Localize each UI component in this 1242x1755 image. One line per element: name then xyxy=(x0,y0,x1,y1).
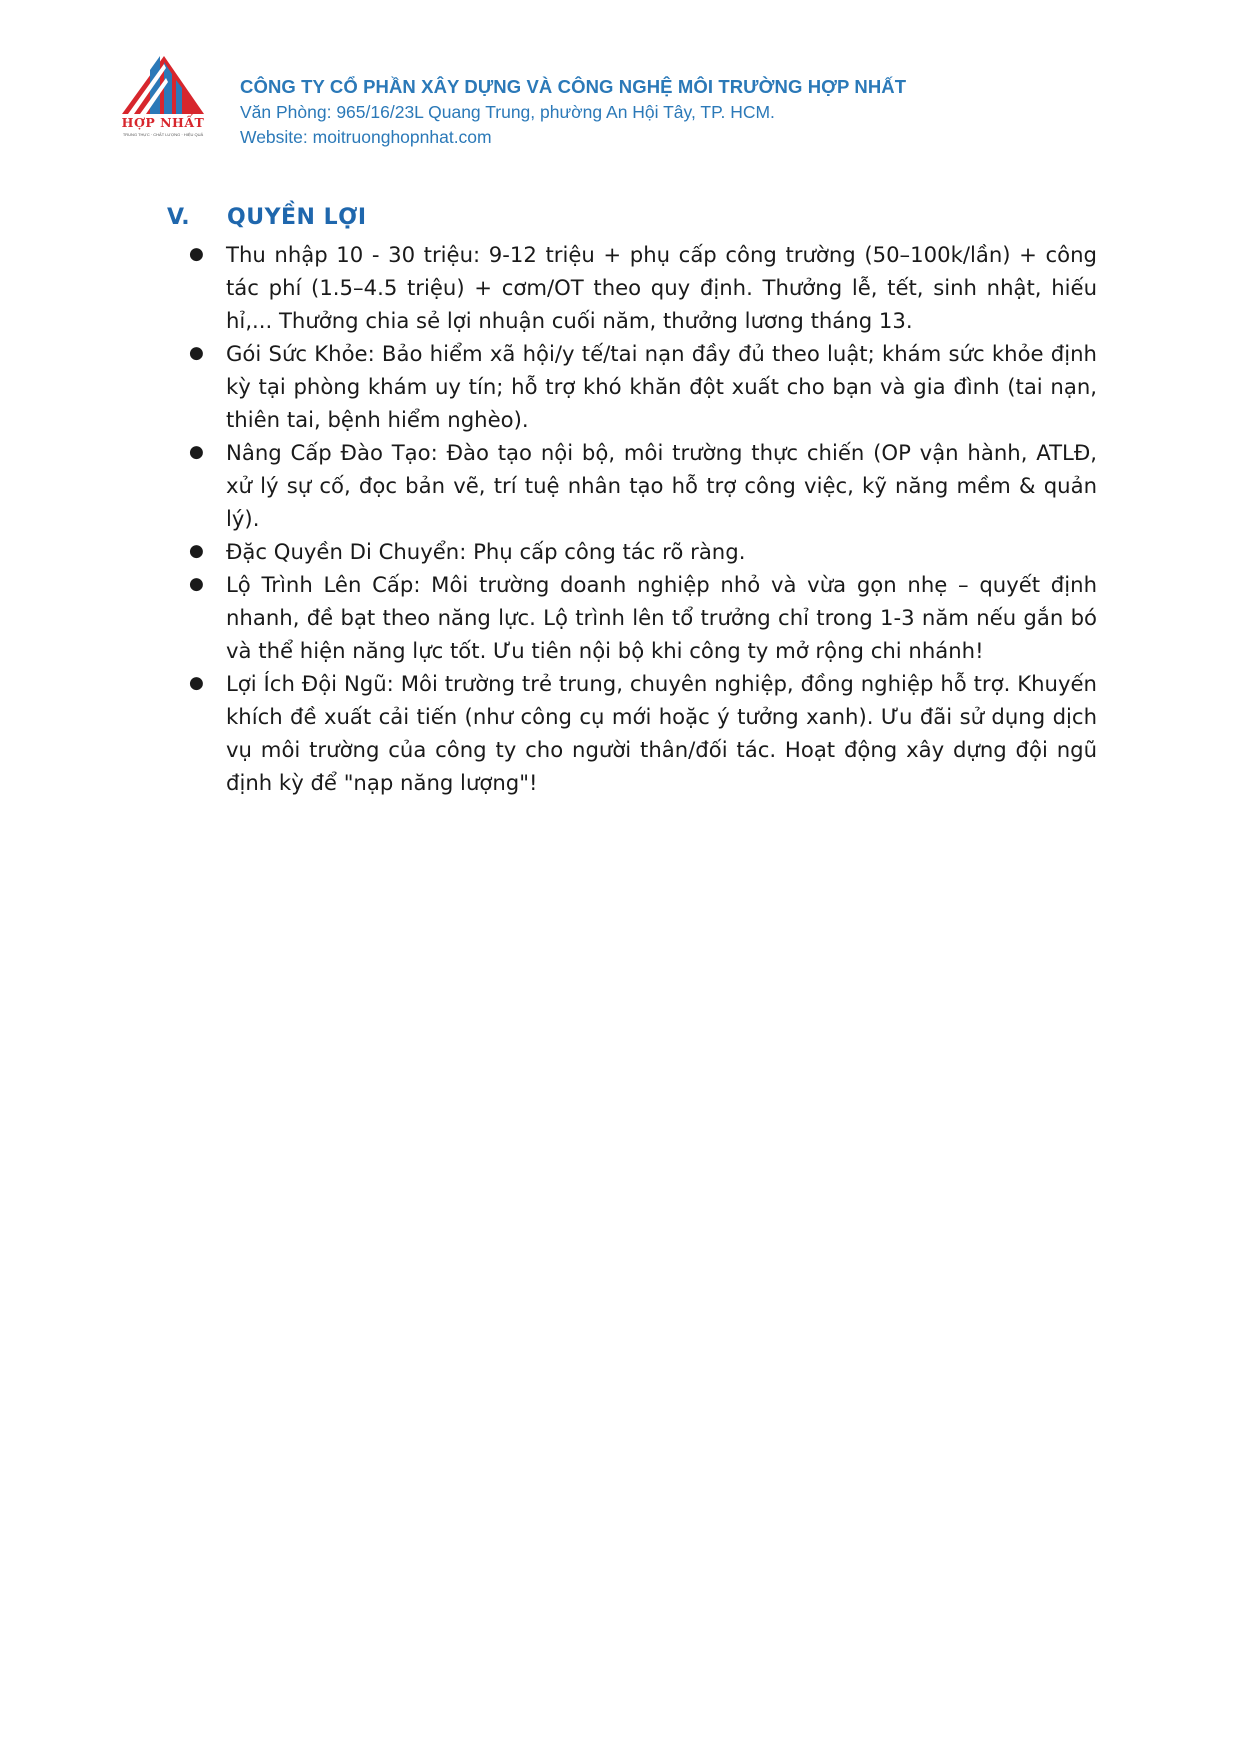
list-item-text: Gói Sức Khỏe: Bảo hiểm xã hội/y tế/tai nạn đầy đủ theo luật; khám sức khỏe định kỳ tại phòng khám uy tín; hỗ trợ khó khăn đột xuất cho bạn và gia đình (tai nạn, thiên tai, bệnh hiểm nghèo). xyxy=(226,341,1097,432)
list-item-text: Thu nhập 10 - 30 triệu: 9-12 triệu + phụ cấp công trường (50–100k/lần) + công tác phí (1.5–4.5 triệu) + cơm/OT theo quy định. Thưởng lễ, tết, sinh nhật, hiếu hỉ,... Thưởng chia sẻ lợi nhuận cuối năm, thưởng lương tháng 13. xyxy=(226,242,1097,333)
list-item xyxy=(167,667,1097,799)
office-address: Văn Phòng: 965/16/23L Quang Trung, phường An Hội Tây, TP. HCM. xyxy=(240,102,775,122)
list-item xyxy=(167,535,1097,568)
bullet-icon: ● xyxy=(189,574,204,594)
section-number: V. xyxy=(167,205,190,230)
section-heading xyxy=(167,202,1097,234)
company-name: CÔNG TY CỔ PHẦN XÂY DỰNG VÀ CÔNG NGHỆ MÔI TRƯỜNG HỢP NHẤT xyxy=(240,76,907,97)
company-info xyxy=(240,52,906,150)
letterhead xyxy=(120,52,1160,162)
section-title: QUYỀN LỢI xyxy=(227,205,367,230)
website: Website: moitruonghopnhat.com xyxy=(240,127,492,147)
bullet-icon: ● xyxy=(189,244,204,264)
bullet-icon: ● xyxy=(189,343,204,363)
benefits-list xyxy=(167,238,1097,799)
list-item xyxy=(167,238,1097,337)
list-item xyxy=(167,436,1097,535)
list-item-text: Lợi Ích Đội Ngũ: Môi trường trẻ trung, chuyên nghiệp, đồng nghiệp hỗ trợ. Khuyến khích đề xuất cải tiến (như công cụ mới hoặc ý tưởng xanh). Ưu đãi sử dụng dịch vụ môi trường của công ty cho người thân/đối tác. Hoạt động xây dựng đội ngũ định kỳ để "nạp năng lượng"! xyxy=(226,671,1097,795)
bullet-icon: ● xyxy=(189,442,204,462)
list-item xyxy=(167,337,1097,436)
logo-wordmark: HỢP NHẤT xyxy=(121,115,205,130)
list-item-text: Nâng Cấp Đào Tạo: Đào tạo nội bộ, môi trường thực chiến (OP vận hành, ATLĐ, xử lý sự cố, đọc bản vẽ, trí tuệ nhân tạo hỗ trợ công việc, kỹ năng mềm & quản lý). xyxy=(226,440,1097,531)
list-item-text: Đặc Quyền Di Chuyển: Phụ cấp công tác rõ ràng. xyxy=(226,539,746,564)
list-item-text: Lộ Trình Lên Cấp: Môi trường doanh nghiệp nhỏ và vừa gọn nhẹ – quyết định nhanh, đề bạt theo năng lực. Lộ trình lên tổ trưởng chỉ trong 1-3 năm nếu gắn bó và thể hiện năng lực tốt. Ưu tiên nội bộ khi công ty mở rộng chi nhánh! xyxy=(226,572,1097,663)
logo-building-icon xyxy=(120,52,206,116)
bullet-icon: ● xyxy=(189,673,204,693)
bullet-icon: ● xyxy=(189,541,204,561)
list-item xyxy=(167,568,1097,667)
benefits-section xyxy=(167,202,1097,799)
company-logo xyxy=(120,52,206,144)
logo-tagline: TRUNG THỰC · CHẤT LƯỢNG · HIỆU QUẢ xyxy=(122,132,204,137)
